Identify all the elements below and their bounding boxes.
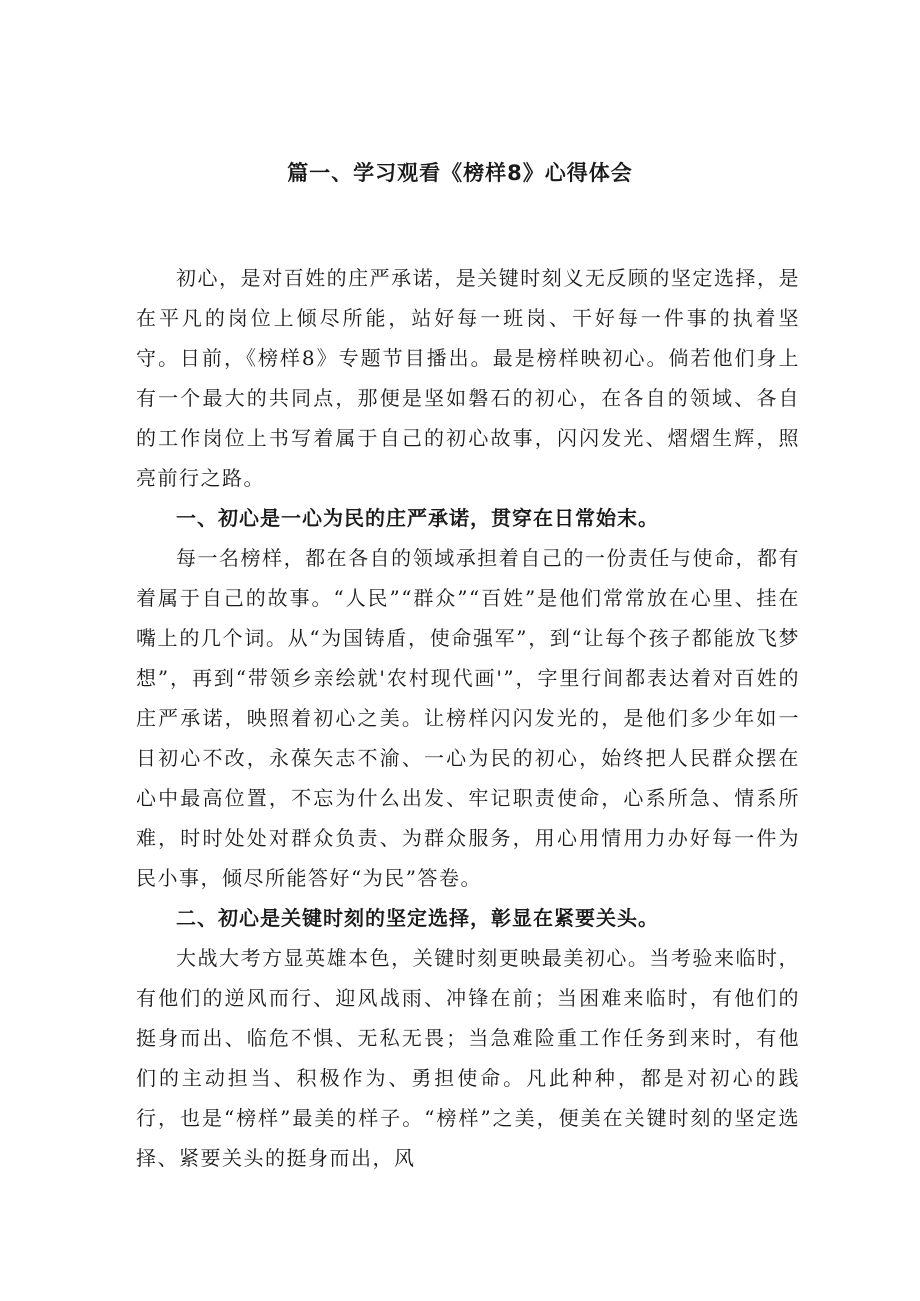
section-heading-2: 二、初心是关键时刻的坚定选择，彰显在紧要关头。: [176, 906, 659, 930]
paragraph-section-1: 每一名榜样，都在各自的领域承担着自己的一份责任与使命，都有着属于自己的故事。“人民”“群众”“百姓”是他们常常放在心里、挂在嘴上的几个词。从“为国铸盾，使命强军”，到“让每个孩子都能放飞梦想”，再到“带领乡亲绘就'农村现代画'”，字里行间都表达着对百姓的庄严承诺，映照着初心之美。让榜样闪闪发光的，是他们多少年如一日初心不改，永葆矢志不渝、一心为民的初心，始终把人民群众摆在心中最高位置，不忘为什么出发、牢记职责使命，心系所急、情系所难，时时处处对群众负责、为群众服务，用心用情用力办好每一件为民小事，倾尽所能答好“为民”答卷。: [136, 546, 800, 890]
paragraph-intro: 初心，是对百姓的庄严承诺，是关键时刻义无反顾的坚定选择，是在平凡的岗位上倾尽所能，站好每一班岗、干好每一件事的执着坚守。日前，《榜样8》专题节目播出。最是榜样映初心。倘若他们身上有一个最大的共同点，那便是坚如磐石的初心，在各自的领域、各自的工作岗位上书写着属于自己的初心故事，闪闪发光、熠熠生辉，照亮前行之路。: [136, 266, 800, 490]
paragraph-section-2: 大战大考方显英雄本色，关键时刻更映最美初心。当考验来临时，有他们的逆风而行、迎风战雨、冲锋在前；当困难来临时，有他们的挺身而出、临危不惧、无私无畏；当急难险重工作任务到来时，有他们的主动担当、积极作为、勇担使命。凡此种种，都是对初心的践行，也是“榜样”最美的样子。“榜样”之美，便美在关键时刻的坚定选择、紧要关头的挺身而出，风: [136, 946, 800, 1170]
document-body: [136, 258, 800, 1178]
section-heading-1: 一、初心是一心为民的庄严承诺，贯穿在日常始末。: [176, 506, 659, 530]
document-title: 篇一、学习观看《榜样8》心得体会: [287, 161, 633, 185]
